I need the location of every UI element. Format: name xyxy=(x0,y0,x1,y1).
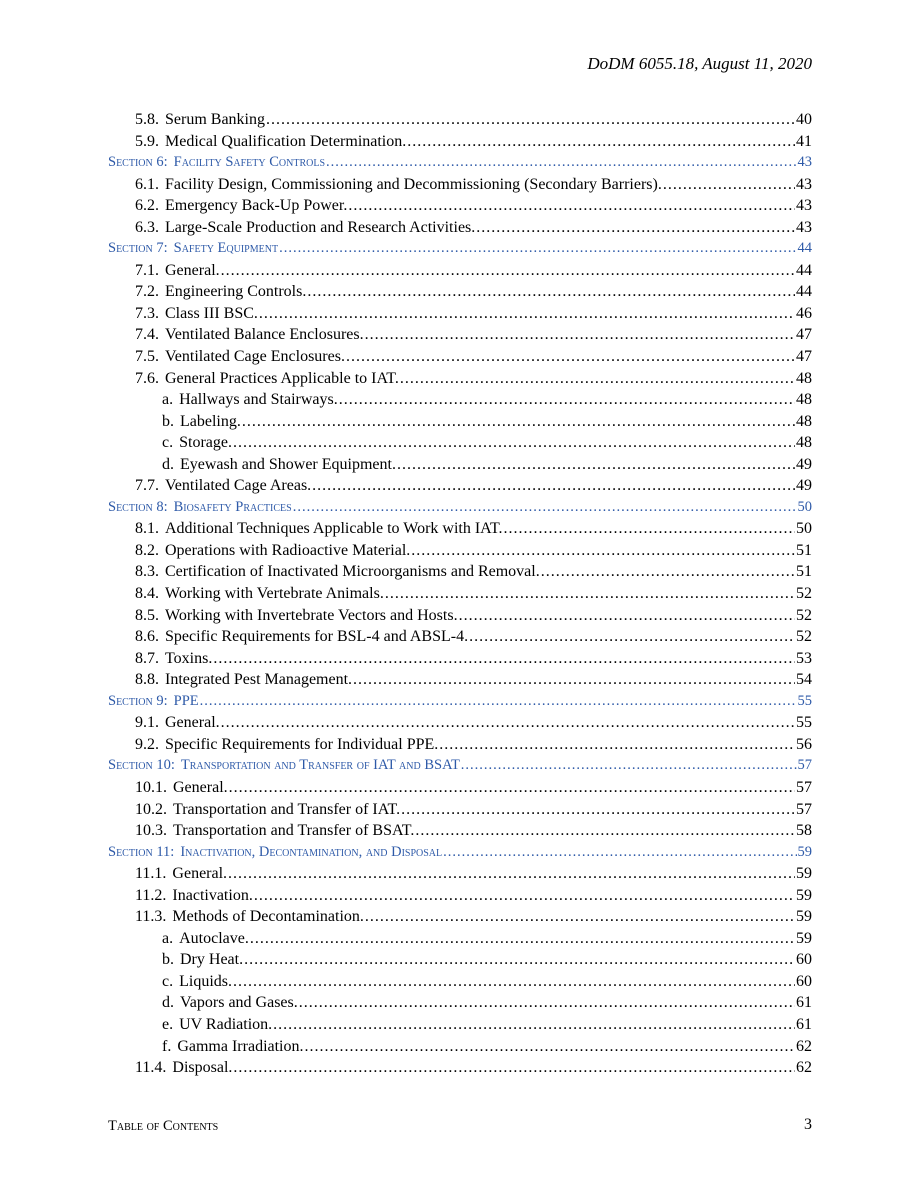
toc-page-number: 60 xyxy=(796,951,812,969)
toc-page-number: 59 xyxy=(797,843,812,860)
toc-page-number: 61 xyxy=(796,994,812,1012)
toc-entry-number: 9.1. xyxy=(135,714,159,732)
toc-dot-leader xyxy=(326,152,796,174)
toc-page-number: 57 xyxy=(797,757,812,774)
toc-entry-number: 8.4. xyxy=(135,585,159,603)
toc-entry-title: General. xyxy=(173,778,228,796)
toc-page-number: 46 xyxy=(796,304,812,322)
toc-entry-title: Emergency Back-Up Power. xyxy=(165,197,348,215)
toc-page-number: 50 xyxy=(796,520,812,538)
toc-entry-link[interactable] xyxy=(108,648,812,670)
toc-subentry-link[interactable] xyxy=(108,1036,812,1058)
toc-entry-title: Hallways and Stairways. xyxy=(179,391,338,409)
toc-dot-leader xyxy=(228,863,795,885)
toc-entry-title: Operations with Radioactive Material. xyxy=(165,541,411,559)
toc-dot-leader xyxy=(221,260,795,282)
toc-entry-link[interactable] xyxy=(108,518,812,540)
toc-page-number: 43 xyxy=(796,197,812,215)
toc-dot-leader xyxy=(411,540,795,562)
toc-dot-leader xyxy=(233,432,795,454)
toc-entry-title: Transportation and Transfer of IAT and BSAT xyxy=(180,757,460,774)
toc-entry-title: Additional Techniques Applicable to Work with IAT. xyxy=(165,520,503,538)
toc-dot-leader xyxy=(365,324,795,346)
toc-entry-title: Labeling. xyxy=(180,412,241,430)
toc-dot-leader xyxy=(307,281,795,303)
toc-entry-title: Storage. xyxy=(179,434,232,452)
toc-entry-title: UV Radiation. xyxy=(179,1015,273,1033)
toc-entry-link[interactable] xyxy=(108,303,812,325)
toc-entry-link[interactable] xyxy=(108,195,812,217)
footer-page-number: 3 xyxy=(804,1116,812,1133)
toc-entry-number: c. xyxy=(162,434,174,452)
toc-entry-link[interactable] xyxy=(108,131,812,153)
toc-page-number: 50 xyxy=(797,498,812,515)
toc-dot-leader xyxy=(461,755,797,777)
toc-entry-link[interactable] xyxy=(108,777,812,799)
toc-entry-link[interactable] xyxy=(108,820,812,842)
toc-page-number: 62 xyxy=(796,1059,812,1077)
toc-entry-title: Specific Requirements for BSL-4 and ABSL-4. xyxy=(165,628,469,646)
toc-entry-title: General. xyxy=(165,261,220,279)
toc-entry-title: Ventilated Cage Areas. xyxy=(165,477,312,495)
toc-subentry-link[interactable] xyxy=(108,971,812,993)
toc-dot-leader xyxy=(213,648,795,670)
toc-entry-number: b. xyxy=(162,412,174,430)
toc-page-number: 53 xyxy=(796,649,812,667)
toc-dot-leader xyxy=(273,1014,795,1036)
toc-entry-title: Large-Scale Production and Research Activities. xyxy=(165,218,476,236)
toc-entry-title: General Practices Applicable to IAT. xyxy=(165,369,399,387)
toc-page-number: 51 xyxy=(796,563,812,581)
toc-entry-title: Ventilated Balance Enclosures. xyxy=(165,326,364,344)
toc-dot-leader xyxy=(221,712,795,734)
toc-subentry-link[interactable] xyxy=(108,454,812,476)
toc-entry-number: 8.7. xyxy=(135,649,159,667)
toc-dot-leader xyxy=(244,949,795,971)
toc-subentry-link[interactable] xyxy=(108,1014,812,1036)
toc-entry-title: Ventilated Cage Enclosures. xyxy=(165,348,345,366)
toc-entry-link[interactable] xyxy=(108,475,812,497)
toc-entry-number: 8.5. xyxy=(135,606,159,624)
toc-dot-leader xyxy=(415,820,795,842)
toc-section-link[interactable] xyxy=(108,238,812,260)
toc-entry-number: e. xyxy=(162,1015,174,1033)
toc-page-number: 52 xyxy=(796,606,812,624)
toc-section-link[interactable] xyxy=(108,497,812,519)
toc-page-number: 59 xyxy=(796,886,812,904)
toc-dot-leader xyxy=(279,238,796,260)
toc-entry-number: 10.1. xyxy=(135,778,167,796)
toc-entry-link[interactable] xyxy=(108,260,812,282)
toc-entry-title: Biosafety Practices xyxy=(173,498,292,515)
toc-entry-number: 10.2. xyxy=(135,800,167,818)
toc-entry-number: c. xyxy=(162,972,174,990)
toc-entry-title: Facility Design, Commissioning and Decommissioning (Secondary Barriers). xyxy=(165,175,662,193)
toc-page-number: 49 xyxy=(796,477,812,495)
toc-page-number: 51 xyxy=(796,541,812,559)
footer-section-label: Table of Contents xyxy=(108,1118,219,1134)
toc-entry-link[interactable] xyxy=(108,799,812,821)
toc-dot-leader xyxy=(459,605,795,627)
toc-dot-leader xyxy=(348,195,795,217)
toc-entry-number: Section 10: xyxy=(108,757,175,774)
toc-entry-number: 11.2. xyxy=(135,886,167,904)
toc-page-number: 61 xyxy=(796,1015,812,1033)
toc-entry-link[interactable] xyxy=(108,1057,812,1079)
toc-page-number: 48 xyxy=(796,369,812,387)
toc-dot-leader xyxy=(541,561,795,583)
toc-page-number: 55 xyxy=(796,714,812,732)
toc-entry-link[interactable] xyxy=(108,906,812,928)
toc-entry-link[interactable] xyxy=(108,669,812,691)
toc-page-number: 44 xyxy=(796,261,812,279)
toc-entry-title: Liquids. xyxy=(179,972,232,990)
toc-page-number: 52 xyxy=(796,585,812,603)
toc-entry-number: 5.9. xyxy=(135,132,159,150)
toc-entry-link[interactable] xyxy=(108,281,812,303)
toc-dot-leader xyxy=(254,885,795,907)
toc-entry-title: Safety Equipment xyxy=(173,240,279,257)
toc-subentry-link[interactable] xyxy=(108,992,812,1014)
toc-entry-title: General. xyxy=(172,865,228,883)
toc-dot-leader xyxy=(233,1057,795,1079)
toc-page-number: 57 xyxy=(796,800,812,818)
toc-subentry-link[interactable] xyxy=(108,949,812,971)
toc-entry-title: Methods of Decontamination. xyxy=(172,908,364,926)
toc-entry-link[interactable] xyxy=(108,109,812,131)
toc-entry-link[interactable] xyxy=(108,217,812,239)
toc-entry-title: Transportation and Transfer of IAT. xyxy=(173,800,401,818)
toc-dot-leader xyxy=(401,799,795,821)
toc-entry-title: Working with Invertebrate Vectors and Hosts. xyxy=(165,606,458,624)
toc-dot-leader xyxy=(476,217,795,239)
toc-entry-number: a. xyxy=(162,929,174,947)
toc-subentry-link[interactable] xyxy=(108,411,812,433)
toc-dot-leader xyxy=(365,906,795,928)
toc-entry-number: 7.6. xyxy=(135,369,159,387)
toc-entry-number: 6.2. xyxy=(135,197,159,215)
toc-dot-leader xyxy=(339,389,795,411)
toc-entry-link[interactable] xyxy=(108,583,812,605)
toc-entry-number: 8.2. xyxy=(135,541,159,559)
toc-entry-number: 11.4. xyxy=(135,1059,167,1077)
toc-entry-number: d. xyxy=(162,455,174,473)
toc-entry-number: 11.3. xyxy=(135,908,167,926)
toc-entry-number: 6.1. xyxy=(135,175,159,193)
toc-page-number: 40 xyxy=(796,111,812,128)
toc-page-number: 58 xyxy=(796,822,812,840)
toc-page-number: 57 xyxy=(796,778,812,796)
toc-dot-leader xyxy=(663,174,795,196)
toc-entry-title: Class III BSC. xyxy=(165,304,258,322)
toc-entry-number: f. xyxy=(162,1037,172,1055)
toc-entry-number: 7.7. xyxy=(135,477,159,495)
toc-entry-title: Certification of Inactivated Microorganisms and Removal. xyxy=(165,563,540,581)
toc-entry-link[interactable] xyxy=(108,605,812,627)
toc-entry-number: 7.1. xyxy=(135,261,159,279)
toc-dot-leader xyxy=(469,626,795,648)
toc-page-number: 48 xyxy=(796,391,812,409)
toc-section-link[interactable] xyxy=(108,842,812,864)
toc-entry-title: Vapors and Gases. xyxy=(180,994,298,1012)
toc-entry-number: 7.4. xyxy=(135,326,159,344)
toc-page-number: 54 xyxy=(796,671,812,689)
toc-entry-number: 10.3. xyxy=(135,822,167,840)
toc-entry-title: Medical Qualification Determination. xyxy=(165,132,407,150)
toc-entry-number: 7.2. xyxy=(135,283,159,301)
toc-subentry-link[interactable] xyxy=(108,432,812,454)
toc-dot-leader xyxy=(242,411,795,433)
toc-dot-leader xyxy=(266,109,795,131)
toc-entry-number: 7.3. xyxy=(135,304,159,322)
toc-page-number: 48 xyxy=(796,434,812,452)
toc-page-number: 59 xyxy=(796,908,812,926)
toc-entry-link[interactable] xyxy=(108,561,812,583)
toc-entry-title: Inactivation, Decontamination, and Disposal xyxy=(180,843,443,860)
toc-entry-link[interactable] xyxy=(108,174,812,196)
toc-entry-title: Serum Banking xyxy=(165,111,265,128)
toc-dot-leader xyxy=(312,475,795,497)
toc-entry-link[interactable] xyxy=(108,712,812,734)
toc-entry-title: Disposal. xyxy=(172,1059,233,1077)
document-reference-header: DoDM 6055.18, August 11, 2020 xyxy=(587,54,812,73)
toc-entry-link[interactable] xyxy=(108,324,812,346)
toc-entry-number: 8.6. xyxy=(135,628,159,646)
toc-entry-link[interactable] xyxy=(108,863,812,885)
toc-dot-leader xyxy=(259,303,795,325)
toc-dot-leader xyxy=(250,928,795,950)
toc-subentry-link[interactable] xyxy=(108,928,812,950)
toc-entry-link[interactable] xyxy=(108,734,812,756)
toc-page-number: 60 xyxy=(796,972,812,990)
toc-dot-leader xyxy=(385,583,795,605)
toc-page-number: 44 xyxy=(797,240,812,257)
toc-entry-title: PPE xyxy=(173,692,199,709)
toc-entry-link[interactable] xyxy=(108,626,812,648)
toc-dot-leader xyxy=(353,669,795,691)
toc-page-number: 43 xyxy=(797,154,812,171)
toc-page-number: 47 xyxy=(796,348,812,366)
toc-page-number: 55 xyxy=(797,692,812,709)
toc-entry-number: Section 6: xyxy=(108,154,168,171)
toc-dot-leader xyxy=(233,971,795,993)
toc-page-number: 62 xyxy=(796,1037,812,1055)
toc-entry-number: Section 7: xyxy=(108,240,168,257)
toc-page-number: 44 xyxy=(796,283,812,301)
toc-section-link[interactable] xyxy=(108,152,812,174)
toc-entry-title: Autoclave. xyxy=(179,929,249,947)
toc-page-number: 43 xyxy=(796,218,812,236)
toc-page-number: 59 xyxy=(796,929,812,947)
toc-entry-number: d. xyxy=(162,994,174,1012)
toc-entry-title: Toxins. xyxy=(165,649,213,667)
toc-entry-number: b. xyxy=(162,951,174,969)
toc-entry-number: Section 9: xyxy=(108,692,168,709)
toc-dot-leader xyxy=(305,1036,796,1058)
toc-entry-number: Section 11: xyxy=(108,843,175,860)
toc-entry-title: General. xyxy=(165,714,220,732)
toc-dot-leader xyxy=(397,454,795,476)
toc-page-number: 49 xyxy=(796,455,812,473)
toc-dot-leader xyxy=(299,992,795,1014)
toc-dot-leader xyxy=(443,842,796,864)
toc-entry-number: 5.8. xyxy=(135,111,159,128)
toc-page-number: 59 xyxy=(796,865,812,883)
toc-entry-title: Facility Safety Controls xyxy=(173,154,326,171)
toc-subentry-link[interactable] xyxy=(108,389,812,411)
toc-entry-title: Inactivation. xyxy=(172,886,253,904)
toc-section-link[interactable] xyxy=(108,691,812,713)
toc-page-number: 47 xyxy=(796,326,812,344)
toc-dot-leader xyxy=(229,777,795,799)
toc-entry-title: Transportation and Transfer of BSAT. xyxy=(173,822,415,840)
toc-entry-title: Dry Heat. xyxy=(180,951,244,969)
toc-page-number: 56 xyxy=(796,735,812,753)
toc-section-link[interactable] xyxy=(108,755,812,777)
toc-entry-number: 11.1. xyxy=(135,865,167,883)
toc-dot-leader xyxy=(407,131,795,153)
toc-entry-number: 6.3. xyxy=(135,218,159,236)
toc-entry-number: 8.1. xyxy=(135,520,159,538)
toc-page-number: 52 xyxy=(796,628,812,646)
toc-entry-title: Gamma Irradiation. xyxy=(177,1037,304,1055)
toc-page-number: 43 xyxy=(796,175,812,193)
toc-entry-title: Engineering Controls. xyxy=(165,283,307,301)
toc-entry-number: 8.3. xyxy=(135,563,159,581)
toc-entry-link[interactable] xyxy=(108,540,812,562)
toc-dot-leader xyxy=(504,518,795,540)
toc-entry-title: Eyewash and Shower Equipment. xyxy=(180,455,396,473)
toc-entry-link[interactable] xyxy=(108,885,812,907)
toc-dot-leader xyxy=(439,734,795,756)
toc-dot-leader xyxy=(293,497,797,519)
toc-entry-number: 9.2. xyxy=(135,735,159,753)
toc-entry-link[interactable] xyxy=(108,346,812,368)
toc-entry-number: 8.8. xyxy=(135,671,159,689)
toc-dot-leader xyxy=(400,368,795,390)
toc-entry-title: Specific Requirements for Individual PPE. xyxy=(165,735,439,753)
toc-page-number: 48 xyxy=(796,412,812,430)
toc-entry-number: a. xyxy=(162,391,174,409)
toc-entry-title: Working with Vertebrate Animals. xyxy=(165,585,384,603)
toc-dot-leader xyxy=(346,346,795,368)
toc-entry-number: 7.5. xyxy=(135,348,159,366)
toc-dot-leader xyxy=(200,691,797,713)
toc-entry-title: Integrated Pest Management. xyxy=(165,671,353,689)
toc-entry-number: Section 8: xyxy=(108,498,168,515)
toc-entry-link[interactable] xyxy=(108,368,812,390)
toc-page-number: 41 xyxy=(796,132,812,150)
table-of-contents xyxy=(108,109,812,1079)
